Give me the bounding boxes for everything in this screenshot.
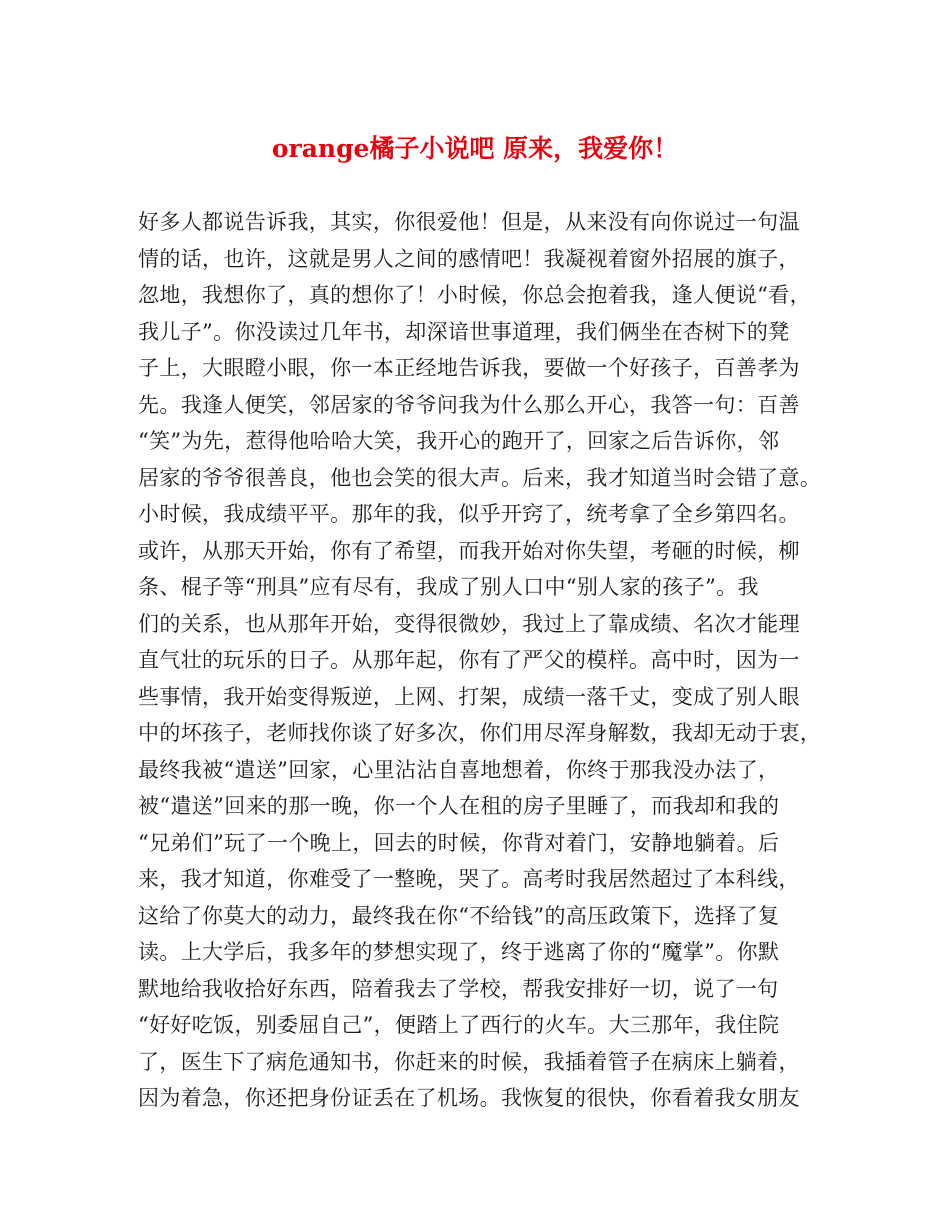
text-line: “好好吃饭，别委屈自己”，便踏上了西行的火车。大三那年，我住院 xyxy=(138,1013,780,1037)
text-line: 被“遣送”回来的那一晚，你一个人在租的房子里睡了，而我却和我的 xyxy=(138,794,780,818)
text-line: 或许，从那天开始，你有了希望，而我开始对你失望，考砸的时候，柳 xyxy=(138,538,800,563)
text-line: “兄弟们”玩了一个晚上，回去的时候，你背对着门，安静地躺着。后 xyxy=(138,830,780,855)
text-line: “笑”为先，惹得他哈哈大笑，我开心的跑开了，回家之后告诉你，邻 xyxy=(138,429,780,453)
text-line: 直气壮的玩乐的日子。从那年起，你有了严父的模样。高中时，因为一 xyxy=(138,648,800,672)
text-line: 因为着急，你还把身份证丢在了机场。我恢复的很快，你看着我女朋友 xyxy=(138,1086,800,1110)
text-line: 小时候，我成绩平平。那年的我，似乎开窍了，统考拿了全乡第四名。 xyxy=(138,502,800,526)
text-line: 中的坏孩子，老师找你谈了好多次，你们用尽浑身解数，我却无动于衷， xyxy=(138,721,822,745)
text-line: 居家的爷爷很善良，他也会笑的很大声。后来，我才知道当时会错了意。 xyxy=(138,465,822,490)
text-line: 默地给我收拾好东西，陪着我去了学校，帮我安排好一切，说了一句 xyxy=(138,976,779,1001)
document-title: orange橘子小说吧 原来，我爱你！ xyxy=(271,134,679,163)
text-line: 这给了你莫大的动力，最终我在你“不给钱”的高压政策下，选择了复 xyxy=(138,903,780,928)
text-line: 们的关系，也从那年开始，变得很微妙，我过上了靠成绩、名次才能理 xyxy=(138,611,800,636)
text-line: 我儿子”。你没读过几年书，却深谙世事道理，我们俩坐在杏树下的凳 xyxy=(138,319,790,344)
text-line: 读。上大学后，我多年的梦想实现了，终于逃离了你的“魔掌”。你默 xyxy=(138,940,780,964)
text-line: 条、棍子等“刑具”应有尽有，我成了别人口中“别人家的孩子”。我 xyxy=(138,575,759,599)
text-line: 先。我逢人便笑，邻居家的爷爷问我为什么那么开心，我答一句：百善 xyxy=(138,392,800,417)
text-line: 些事情，我开始变得叛逆，上网、打架，成绩一落千丈，变成了别人眼 xyxy=(138,684,800,709)
text-line: 好多人都说告诉我，其实，你很爱他！但是，从来没有向你说过一句温 xyxy=(138,210,800,234)
text-line: 来，我才知道，你难受了一整晚，哭了。高考时我居然超过了本科线， xyxy=(138,867,800,891)
document-body xyxy=(138,204,828,1117)
text-line: 了，医生下了病危通知书，你赶来的时候，我插着管子在病床上躺着， xyxy=(138,1049,800,1074)
text-line: 情的话，也许，这就是男人之间的感情吧！我凝视着窗外招展的旗子， xyxy=(138,246,800,271)
text-line: 子上，大眼瞪小眼，你一本正经地告诉我，要做一个好孩子，百善孝为 xyxy=(138,356,800,380)
text-line: 最终我被“遣送”回家，心里沾沾自喜地想着，你终于那我没办法了， xyxy=(138,757,780,782)
text-line: 忽地，我想你了，真的想你了！小时候，你总会抱着我，逢人便说“看， xyxy=(138,283,811,307)
